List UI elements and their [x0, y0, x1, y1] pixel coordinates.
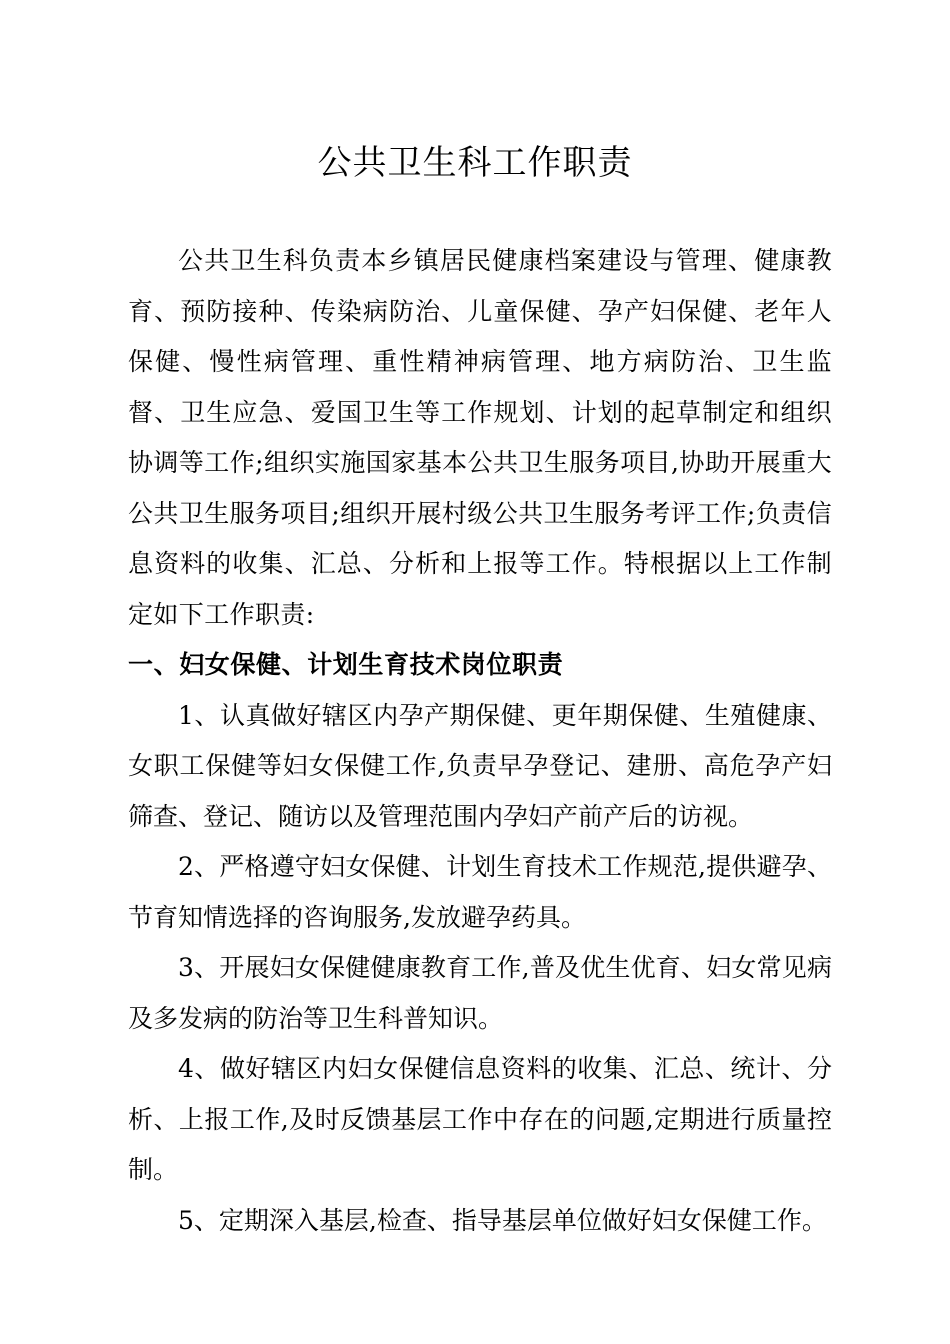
document-title: 公共卫生科工作职责: [317, 143, 633, 183]
duty-item-2: 2、严格遵守妇女保健、计划生育技术工作规范,提供避孕、节育知情选择的咨询服务,发放避孕药具。: [128, 852, 832, 932]
duty-item-5: 5、定期深入基层,检查、指导基层单位做好妇女保健工作。: [178, 1205, 827, 1235]
section-heading: 一、妇女保健、计划生育技术岗位职责: [128, 650, 564, 679]
intro-paragraph: 公共卫生科负责本乡镇居民健康档案建设与管理、健康教育、预防接种、传染病防治、儿童保健、孕产妇保健、老年人保健、慢性病管理、重性精神病管理、地方病防治、卫生监督、卫生应急、爱国卫生等工作规划、计划的起草制定和组织协调等工作;组织实施国家基本公共卫生服务项目,协助开展重大公共卫生服务项目;组织开展村级公共卫生服务考评工作;负责信息资料的收集、汇总、分析和上报等工作。特根据以上工作制定如下工作职责:: [128, 246, 832, 629]
duty-item-1: 1、认真做好辖区内孕产期保健、更年期保健、生殖健康、女职工保健等妇女保健工作,负责早孕登记、建册、高危孕产妇筛查、登记、随访以及管理范围内孕妇产前产后的访视。: [128, 700, 832, 831]
document-body: [128, 236, 832, 1246]
duty-item-4: 4、做好辖区内妇女保健信息资料的收集、汇总、统计、分析、上报工作,及时反馈基层工作中存在的问题,定期进行质量控制。: [128, 1054, 832, 1184]
duty-item-3: 3、开展妇女保健健康教育工作,普及优生优育、妇女常见病及多发病的防治等卫生科普知识。: [128, 953, 832, 1033]
